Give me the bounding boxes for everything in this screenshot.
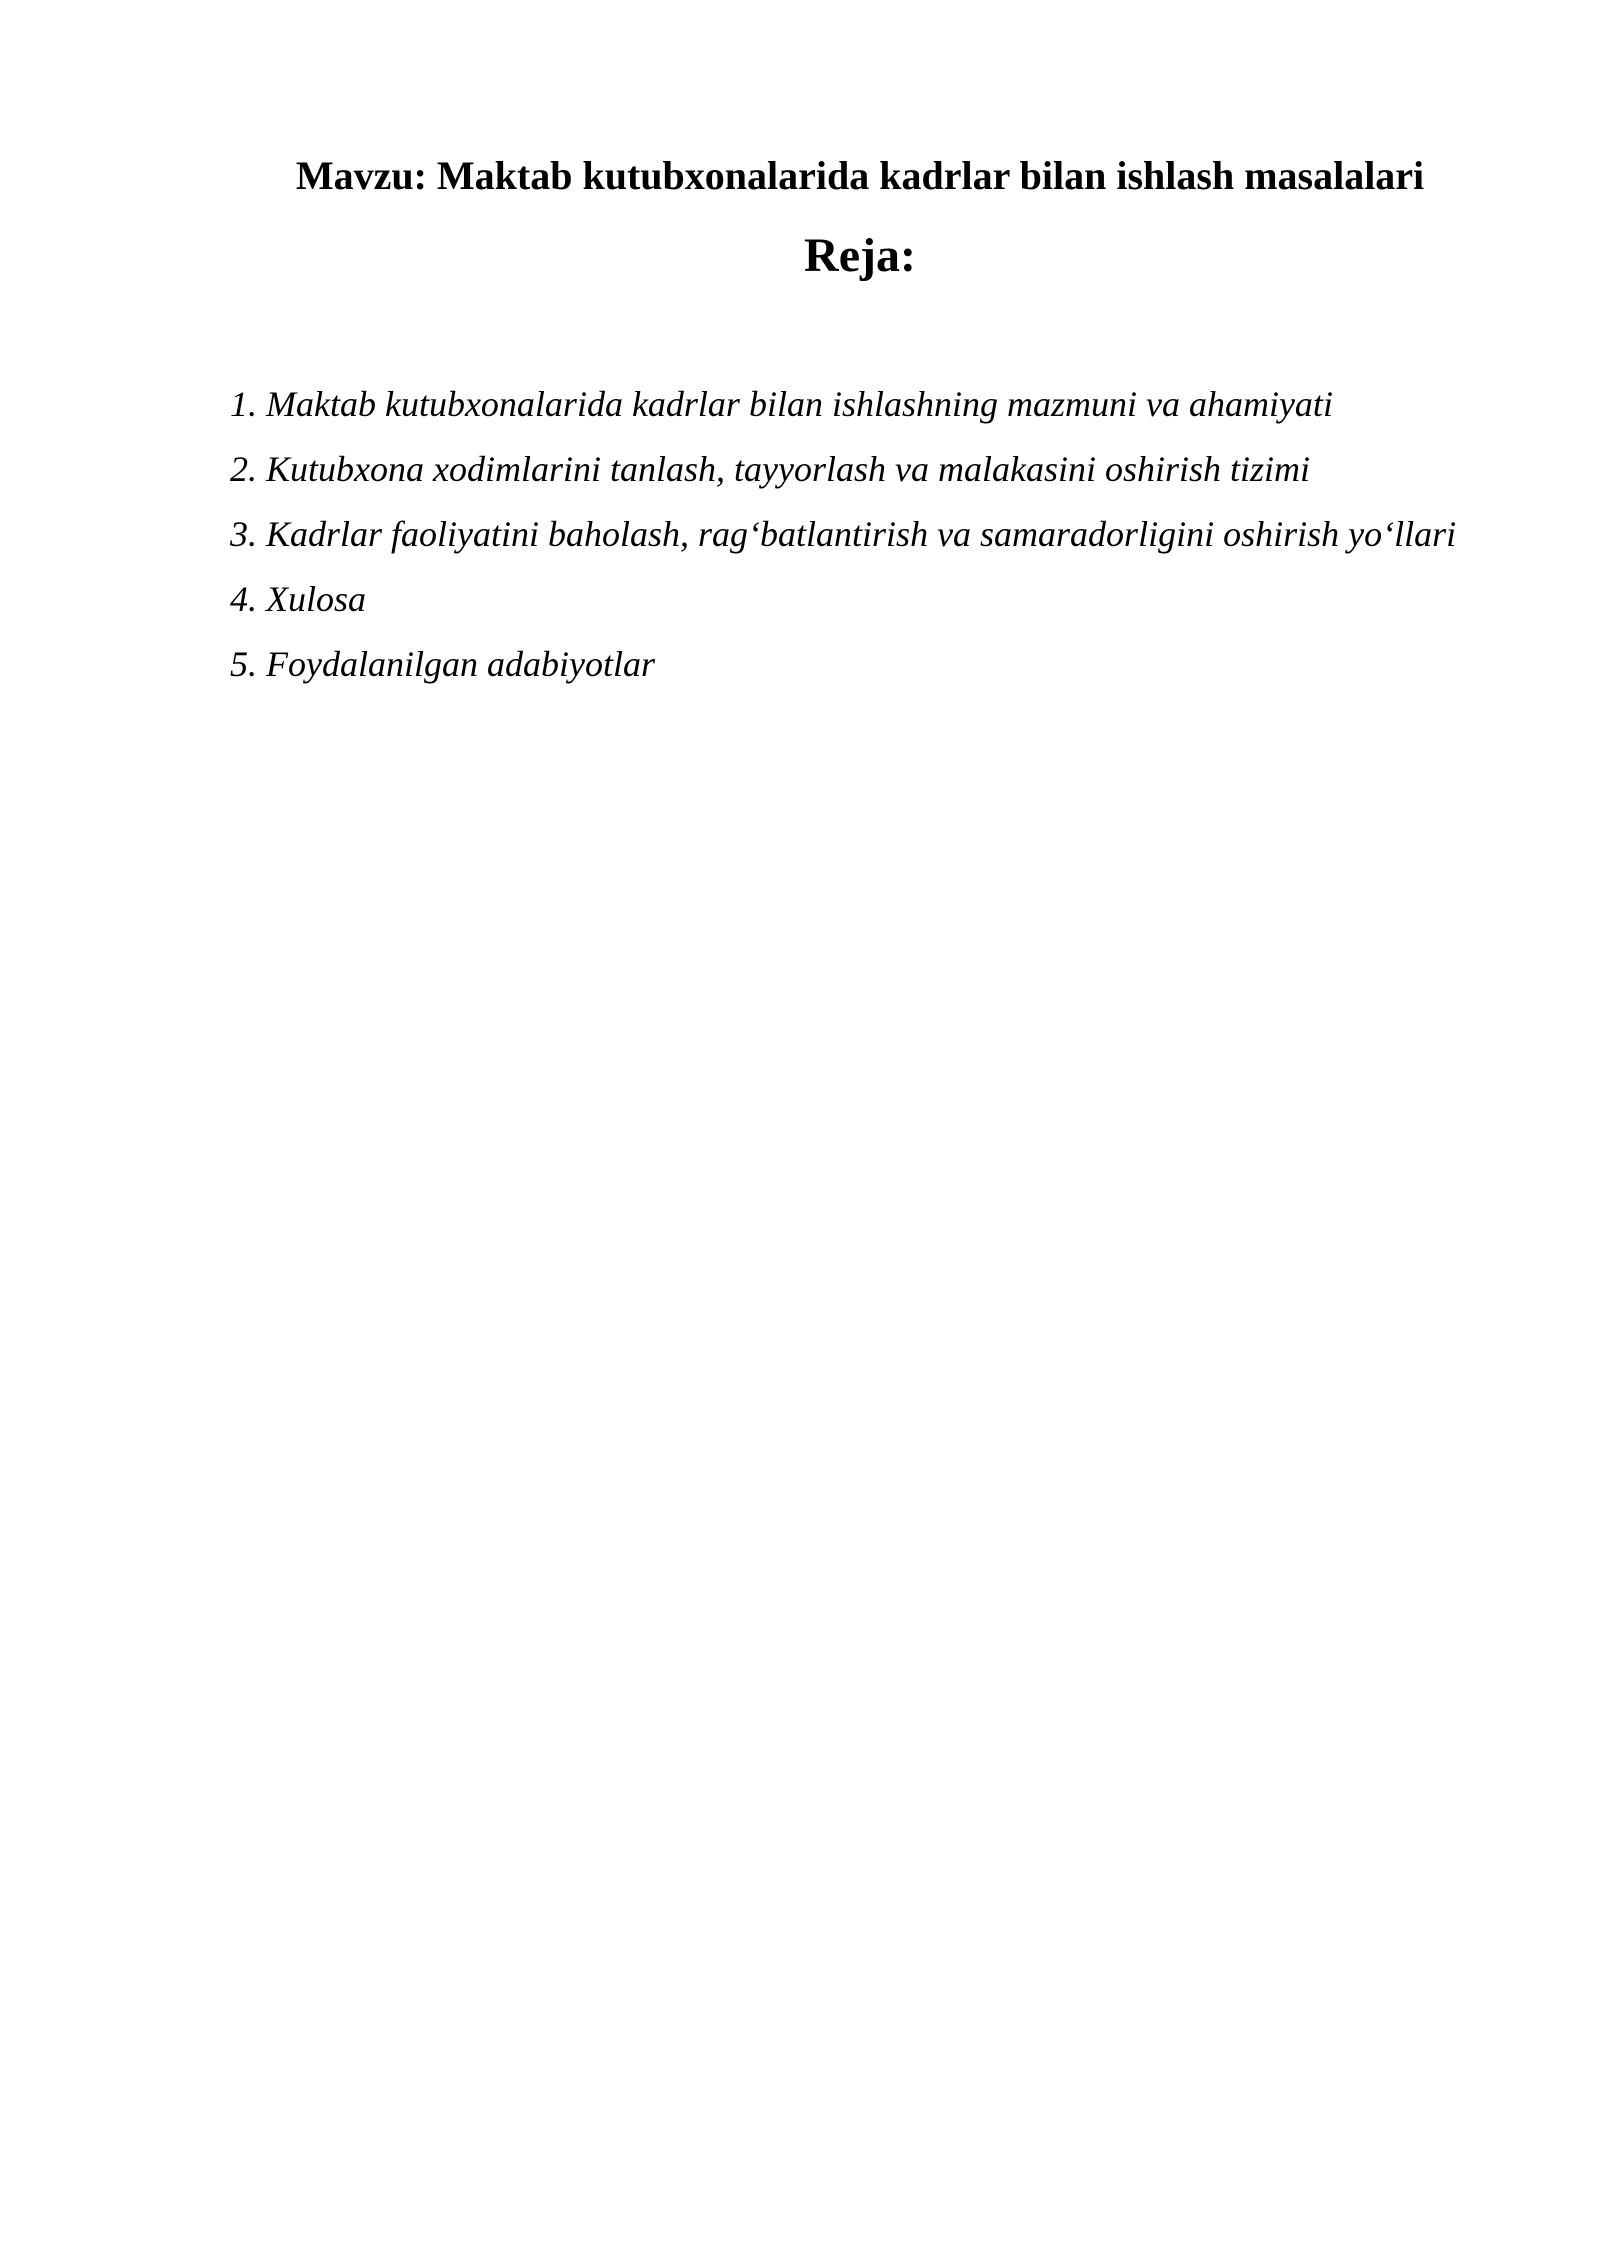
plan-item-1: 1. Maktab kutubxonalarida kadrlar bilan ishlashning mazmuni va ahamiyati [230,384,1333,424]
plan-heading: Reja: [804,229,916,282]
topic-title: Mavzu: Maktab kutubxonalarida kadrlar bilan ishlash masalalari [295,153,1425,198]
plan-item-4: 4. Xulosa [230,579,367,619]
plan-item-5: 5. Foydalanilgan adabiyotlar [230,644,655,684]
plan-item-3: 3. Kadrlar faoliyatini baholash, rag‘batlantirish va samaradorligini oshirish yo‘llari [230,514,1457,554]
plan-item-2: 2. Kutubxona xodimlarini tanlash, tayyorlash va malakasini oshirish tizimi [230,449,1310,489]
plan-list [230,372,1494,697]
